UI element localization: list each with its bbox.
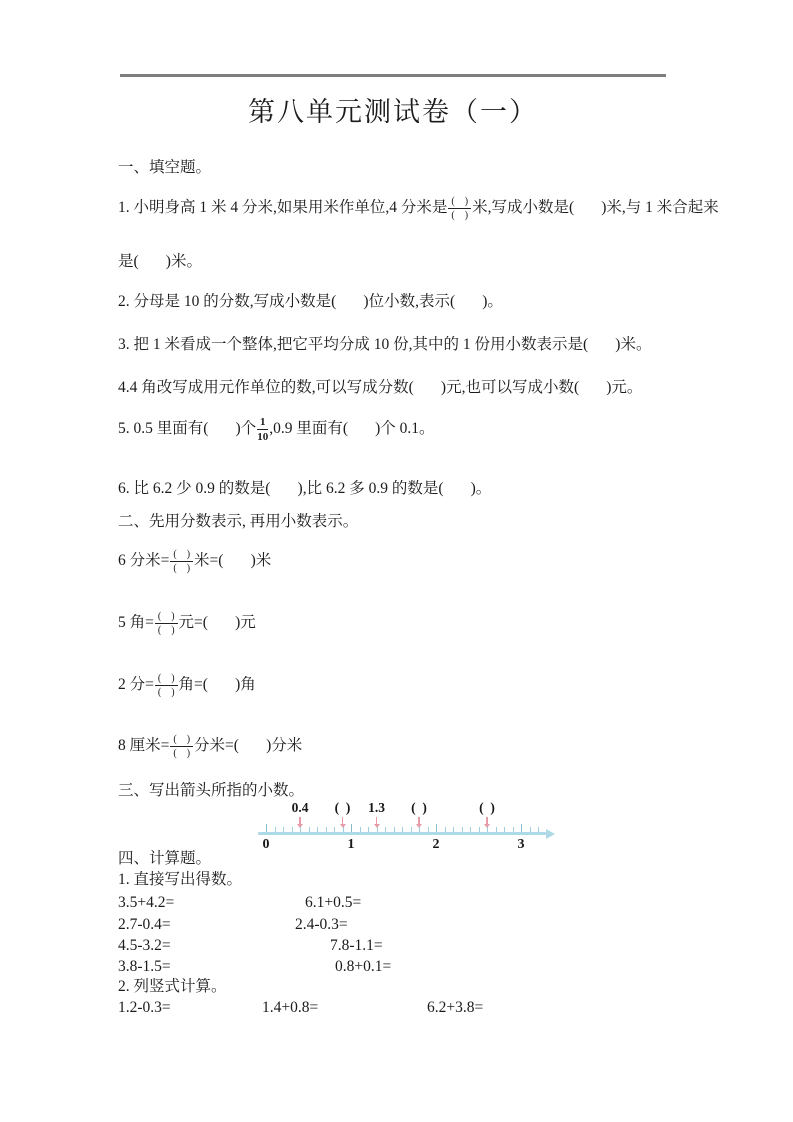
fraction-blank	[170, 549, 193, 574]
pointer-arrow-icon	[376, 817, 378, 824]
convert-item-centimeter	[118, 734, 302, 759]
calc-expression: 1.4+0.8=	[262, 999, 319, 1016]
fraction-blank-numerator: ( )	[448, 196, 471, 209]
tick-mark	[368, 827, 369, 832]
pointer-arrow-icon	[418, 817, 420, 824]
convert-item-post: 角=( )角	[178, 676, 256, 694]
calc-expression: 6.1+0.5=	[305, 894, 362, 911]
calc-row	[118, 957, 678, 977]
vertical-calc-row	[118, 998, 678, 1018]
fraction-blank	[155, 611, 178, 636]
section-2-heading: 二、先用分数表示, 再用小数表示。	[118, 513, 359, 530]
calc-row	[118, 936, 678, 956]
section-1-heading: 一、填空题。	[118, 159, 212, 176]
convert-item-post: 元=( )元	[178, 614, 256, 632]
fraction-blank	[155, 673, 178, 698]
calc-expression: 2.7-0.4=	[118, 916, 171, 933]
tick-mark	[538, 827, 539, 832]
question-5	[118, 416, 435, 443]
pointer-arrow-icon	[299, 817, 301, 824]
tick-mark	[521, 824, 522, 832]
convert-item-pre: 8 厘米=	[118, 737, 170, 755]
calc-row	[118, 893, 678, 913]
axis-number: 2	[432, 837, 440, 852]
tick-mark	[428, 827, 429, 832]
tick-mark	[479, 827, 480, 832]
tick-mark	[326, 827, 327, 832]
tick-mark	[504, 827, 505, 832]
calc-expression: 1.2-0.3=	[118, 999, 171, 1016]
calc-expression: 7.8-1.1=	[330, 937, 383, 954]
axis-number: 1	[347, 837, 355, 852]
section-3-heading: 三、写出箭头所指的小数。	[118, 782, 305, 799]
tick-mark	[496, 827, 497, 832]
question-1-line-1	[118, 196, 719, 221]
fraction-blank-numerator: ( )	[170, 734, 193, 747]
tick-mark	[334, 827, 335, 832]
tick-mark	[394, 827, 395, 832]
calc-expression: 4.5-3.2=	[118, 937, 171, 954]
tick-mark	[462, 827, 463, 832]
tick-mark	[360, 827, 361, 832]
number-line-arrowhead-icon	[546, 829, 555, 839]
question-3: 3. 把 1 米看成一个整体,把它平均分成 10 份,其中的 1 份用小数表示是( )米。	[118, 336, 652, 353]
tick-mark	[513, 827, 514, 832]
fraction-blank-numerator: ( )	[155, 611, 178, 624]
pointer-arrow-icon	[342, 817, 344, 824]
pointer-arrow-icon	[297, 824, 303, 828]
pointer-arrow-icon	[374, 824, 380, 828]
convert-item-jiao	[118, 611, 256, 636]
fraction-blank-numerator: ( )	[170, 549, 193, 562]
tick-mark	[436, 824, 437, 832]
tick-mark	[283, 827, 284, 832]
axis-number: 3	[517, 837, 525, 852]
section-4-sub-1: 1. 直接写出得数。	[118, 871, 243, 888]
convert-item-fen	[118, 673, 256, 698]
page-title: 第八单元测试卷（一）	[248, 97, 538, 127]
question-1-text-post: 米,写成小数是( )米,与 1 米合起来	[472, 199, 719, 217]
number-line-axis	[258, 832, 546, 835]
calc-expression: 2.4-0.3=	[295, 916, 348, 933]
tick-mark	[411, 827, 412, 832]
tick-mark	[266, 824, 267, 832]
arrow-label: 0.4	[291, 800, 309, 815]
fraction-blank-denominator: ( )	[173, 748, 191, 759]
arrow-label: ( )	[334, 800, 351, 815]
calc-expression: 0.8+0.1=	[335, 958, 392, 975]
tick-mark	[453, 827, 454, 832]
fraction-blank-denominator: ( )	[173, 563, 191, 574]
convert-item-post: 米=( )米	[194, 552, 272, 570]
tick-mark	[402, 827, 403, 832]
axis-number: 0	[262, 837, 270, 852]
calc-expression: 3.8-1.5=	[118, 958, 171, 975]
tick-mark	[275, 827, 276, 832]
fraction-blank	[448, 196, 471, 221]
calc-row	[118, 915, 678, 935]
top-divider-line	[120, 74, 666, 77]
calc-expression: 6.2+3.8=	[427, 999, 484, 1016]
convert-item-pre: 6 分米=	[118, 552, 170, 570]
pointer-arrow-icon	[486, 817, 488, 824]
question-1-text-pre: 1. 小明身高 1 米 4 分米,如果用米作单位,4 分米是	[118, 199, 448, 217]
question-1-line-2: 是( )米。	[118, 253, 202, 270]
arrow-label: ( )	[411, 800, 427, 815]
fraction-denominator: 10	[257, 431, 269, 443]
fraction-blank-denominator: ( )	[157, 625, 175, 636]
fraction-blank-denominator: ( )	[157, 687, 175, 698]
arrow-label: ( )	[479, 800, 495, 815]
tick-mark	[445, 827, 446, 832]
fraction-blank-denominator: ( )	[451, 210, 469, 221]
section-4-heading: 四、计算题。	[118, 850, 212, 867]
tick-mark	[292, 827, 293, 832]
pointer-arrow-icon	[340, 824, 346, 828]
section-4-sub-2: 2. 列竖式计算。	[118, 978, 227, 995]
question-6: 6. 比 6.2 少 0.9 的数是( ),比 6.2 多 0.9 的数是( )。	[118, 480, 492, 497]
fraction-blank-numerator: ( )	[155, 673, 178, 686]
arrow-label: 1.3	[368, 800, 385, 815]
fraction-numerator: 1	[257, 416, 268, 430]
tick-mark	[385, 827, 386, 832]
tick-mark	[309, 827, 310, 832]
fraction-blank	[170, 734, 193, 759]
question-2: 2. 分母是 10 的分数,写成小数是( )位小数,表示( )。	[118, 293, 503, 310]
tick-mark	[470, 827, 471, 832]
pointer-arrow-icon	[484, 824, 490, 828]
convert-item-post: 分米=( )分米	[194, 737, 303, 755]
convert-item-decimeter	[118, 549, 271, 574]
question-5-text-post: ,0.9 里面有( )个 0.1。	[269, 420, 435, 438]
question-4: 4.4 角改写成用元作单位的数,可以写成分数( )元,也可以写成小数( )元。	[118, 379, 643, 396]
convert-item-pre: 2 分=	[118, 676, 154, 694]
number-line	[258, 800, 558, 860]
calc-expression: 3.5+4.2=	[118, 894, 175, 911]
tick-mark	[317, 827, 318, 832]
tick-mark	[530, 827, 531, 832]
question-5-text-pre: 5. 0.5 里面有( )个	[118, 420, 257, 438]
pointer-arrow-icon	[416, 824, 422, 828]
convert-item-pre: 5 角=	[118, 614, 154, 632]
tick-mark	[351, 824, 352, 832]
fraction-one-tenth	[257, 416, 268, 443]
